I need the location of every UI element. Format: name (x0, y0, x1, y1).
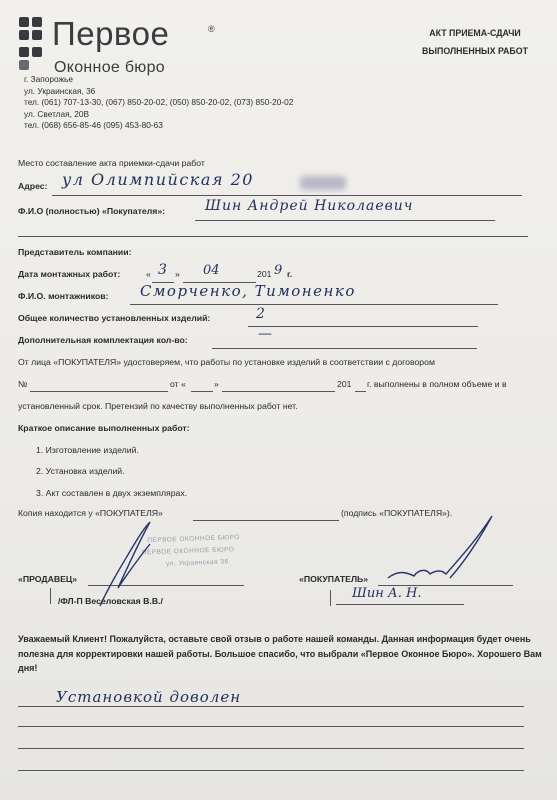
contract-month-underline (222, 391, 335, 392)
copy-text-right: (подпись «ПОКУПАТЕЛЯ»). (341, 508, 453, 518)
statement-year: 201 (337, 379, 352, 389)
seller-name: /ФЛ-П Веселовская В.В./ (58, 596, 163, 606)
date-open-quote: « (146, 269, 151, 279)
brief-label: Краткое описание выполненных работ: (18, 423, 190, 433)
doc-title-line2: ВЫПОЛНЕННЫХ РАБОТ (422, 46, 528, 56)
statement-number-sign: № (18, 379, 28, 389)
logo-mark-lower (19, 47, 44, 72)
address-line: ул. Украинская, 36 (24, 85, 96, 96)
feedback-line (18, 706, 524, 707)
brief-item: 1. Изготовление изделий. (36, 445, 139, 455)
brief-item: 2. Установка изделий. (36, 466, 125, 476)
seller-name-bracket (50, 588, 51, 604)
address-line: г. Запорожье (24, 74, 73, 84)
feedback-line (18, 748, 524, 749)
date-year-prefix: 201 (257, 269, 272, 279)
doc-title-line1: АКТ ПРИЕМА-СДАЧИ (429, 28, 521, 38)
address-value: ул Олимпийская 20 (62, 170, 254, 189)
date-year-end: г. (287, 269, 293, 279)
blank-underline (18, 236, 528, 237)
qty-label: Общее количество установленных изделий: (18, 313, 211, 323)
feedback-handwritten: Установкой доволен (56, 688, 242, 706)
date-close-quote: » (175, 269, 180, 279)
qty-underline (248, 326, 478, 327)
buyer-label: «ПОКУПАТЕЛЬ» (299, 574, 369, 584)
statement-quote-close: » (214, 379, 219, 389)
registered-mark: ® (208, 24, 215, 34)
installers-underline (130, 304, 498, 305)
address-line: тел. (061) 707-13-30, (067) 850-20-02, (050) 850-20-02, (073) 850-20-02 (24, 97, 294, 107)
extra-underline (212, 348, 477, 349)
installers-value: Сморченко, Тимоненко (140, 282, 356, 300)
address-underline (52, 195, 522, 196)
date-day-value: 3 (158, 262, 167, 278)
stamp-text: ПЕРВОЕ ОКОННОЕ БЮРО (141, 546, 235, 557)
feedback-line (18, 770, 524, 771)
date-month-value: 04 (203, 263, 220, 278)
feedback-text: Уважаемый Клиент! Пожалуйста, оставьте свой отзыв о работе нашей команды. Данная информация будет очень полезна для корректировки нашей работы. Большое спасибо, что выбрали «Первое Оконное Бюро». Хорошего Вам дня! (18, 634, 542, 673)
statement-line1: От лица «ПОКУПАТЕЛЯ» удостоверяем, что работы по установке изделий в соответствии с договором (18, 357, 435, 367)
company-address (24, 74, 384, 132)
logo-mark (19, 17, 44, 42)
extra-value: — (258, 326, 272, 342)
buyer-signature (380, 512, 500, 592)
brand-name: Первое (52, 15, 170, 52)
stamp-text: ул. Украинская 36 (166, 558, 229, 568)
buyer-name-value: Шин Андрей Николаевич (205, 198, 414, 214)
qty-value: 2 (256, 306, 265, 322)
seller-label: «ПРОДАВЕЦ» (18, 574, 78, 584)
contract-number-underline (30, 391, 168, 392)
buyer-name-label: Ф.И.О (полностью) «Покупателя»: (18, 206, 166, 216)
feedback-line (18, 726, 524, 727)
place-label: Место составление акта приемки-сдачи работ (18, 158, 205, 168)
statement-from: от « (170, 379, 186, 389)
buyer-name-underline (195, 220, 495, 221)
extra-label: Дополнительная комплектация кол-во: (18, 335, 188, 345)
copy-signature-underline (193, 520, 339, 521)
buyer-name-bracket (330, 590, 331, 606)
contract-day-underline (191, 391, 213, 392)
address-label: Адрес: (18, 181, 48, 191)
statement-rest: г. выполнены в полном объеме и в (367, 379, 507, 389)
copy-text-left: Копия находится у «ПОКУПАТЕЛЯ» (18, 508, 163, 518)
installers-label: Ф.И.О. монтажников: (18, 291, 109, 301)
brand-subname: Оконное бюро (54, 59, 165, 76)
install-date-label: Дата монтажных работ: (18, 269, 121, 279)
buyer-sign-name: Шин А. Н. (352, 586, 422, 601)
contract-year-underline (355, 391, 366, 392)
address-line: тел. (068) 656-85-46 (095) 453-80-63 (24, 120, 163, 130)
seller-signature (80, 518, 170, 608)
date-year-suffix: 9 (274, 263, 283, 278)
company-rep-label: Представитель компании: (18, 247, 132, 257)
stamp-text: ПЕРВОЕ ОКОННОЕ БЮРО (147, 533, 241, 545)
brief-item: 3. Акт составлен в двух экземплярах. (36, 488, 188, 498)
buyer-name-sign-underline (336, 604, 464, 605)
address-line: ул. Светлая, 20В (24, 108, 90, 119)
redaction-blur (300, 176, 346, 190)
statement-line3: установленный срок. Претензий по качеству выполненных работ нет. (18, 401, 298, 411)
